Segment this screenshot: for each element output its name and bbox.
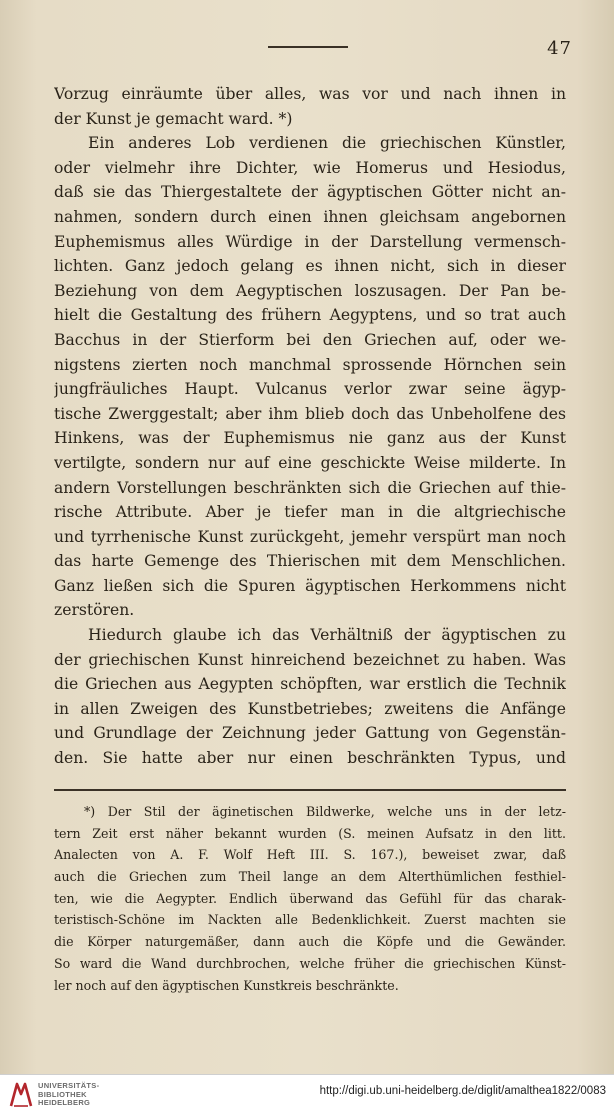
- library-name-line: HEIDELBERG: [38, 1098, 91, 1107]
- body-line: Euphemismus alles Würdige in der Darstellung vermensch-: [54, 232, 566, 251]
- page-number: 47: [547, 38, 572, 59]
- page-url-link[interactable]: http://digi.ub.uni-heidelberg.de/diglit/amalthea1822/0083: [319, 1085, 606, 1097]
- body-line: in allen Zweigen des Kunstbetriebes; zweitens die Anfänge: [54, 699, 566, 718]
- footnote-line: tern Zeit erst näher bekannt wurden (S. meinen Aufsatz in den litt.: [54, 825, 566, 841]
- body-line: oder vielmehr ihre Dichter, wie Homerus und Hesiodus,: [54, 158, 566, 177]
- header-rule: [268, 46, 348, 48]
- body-line: Ganz ließen sich die Spuren ägyptischen Herkommens nicht: [54, 576, 566, 595]
- body-line: Beziehung von dem Aegyptischen loszusagen. Der Pan be-: [54, 281, 566, 300]
- footnote-line: ler noch auf den ägyptischen Kunstkreis beschränkte.: [54, 977, 399, 993]
- body-line: Ein anderes Lob verdienen die griechischen Künstler,: [88, 134, 566, 153]
- footnote-line: die Körper naturgemäßer, dann auch die Köpfe und die Gewänder.: [54, 934, 566, 950]
- body-line: Hinkens, was der Euphemismus nie ganz aus der Kunst: [54, 429, 566, 448]
- body-line: der griechischen Kunst hinreichend bezeichnet zu haben. Was: [54, 650, 566, 669]
- body-line: lichten. Ganz jedoch gelang es ihnen nicht, sich in dieser: [54, 257, 566, 276]
- footnote-line: teristisch-Schöne im Nackten alle Bedenklichkeit. Zuerst machten sie: [54, 912, 566, 928]
- library-name-line: BIBLIOTHEK: [38, 1089, 87, 1099]
- body-line: andern Vorstellungen beschränkten sich die Griechen auf thie-: [54, 478, 566, 497]
- body-line: die Griechen aus Aegypten schöpften, war erstlich die Technik: [54, 675, 566, 694]
- body-line: das harte Gemenge des Thierischen mit dem Menschlichen.: [54, 552, 566, 571]
- body-line: tische Zwerggestalt; aber ihm blieb doch das Unbeholfene des: [54, 404, 566, 423]
- body-line: nigstens zierten noch manchmal sprossende Hörnchen sein: [54, 355, 566, 374]
- library-name: [38, 1082, 99, 1108]
- footnote-line: Analecten von A. F. Wolf Heft III. S. 167.), beweiset zwar, daß: [54, 847, 566, 863]
- body-line: hielt die Gestaltung des frühern Aegyptens, und so trat auch: [54, 306, 566, 325]
- body-line: und tyrrhenische Kunst zurückgeht, jemehr verspürt man noch: [54, 527, 566, 546]
- body-line: vertilgte, sondern nur auf eine geschickte Weise milderte. In: [54, 453, 566, 472]
- footnotes: [54, 801, 566, 996]
- body-text: [54, 82, 566, 771]
- body-line: den. Sie hatte aber nur einen beschränkten Typus, und: [54, 749, 566, 768]
- body-line: der Kunst je gemacht ward. *): [54, 109, 293, 128]
- viewer-footer: [0, 1074, 614, 1113]
- body-line: Vorzug einräumte über alles, was vor und nach ihnen in: [54, 85, 566, 103]
- body-line: nahmen, sondern durch einen ihnen gleichsam angebornen: [54, 207, 566, 226]
- footnote-line: *) Der Stil der äginetischen Bildwerke, welche uns in der letz-: [84, 804, 566, 819]
- body-line: jungfräuliches Haupt. Vulcanus verlor zwar seine ägyp-: [54, 380, 566, 399]
- footnote-line: auch die Griechen zum Theil lange an dem Alterthümlichen festhiel-: [54, 869, 566, 885]
- body-line: daß sie das Thiergestaltete der ägyptischen Götter nicht an-: [54, 183, 566, 202]
- body-line: zerstören.: [54, 601, 135, 620]
- body-line: und Grundlage der Zeichnung jeder Gattung von Gegenstän-: [54, 724, 566, 743]
- body-line: Hiedurch glaube ich das Verhältniß der ägyptischen zu: [88, 626, 566, 645]
- body-line: rische Attribute. Aber je tiefer man in die altgriechische: [54, 503, 566, 522]
- footnote-line: ten, wie die Aegypter. Endlich überwand das Gefühl für das charak-: [54, 890, 566, 906]
- footnote-line: So ward die Wand durchbrochen, welche früher die griechischen Künst-: [54, 955, 566, 971]
- footnote-rule: [54, 789, 566, 791]
- library-logo-icon: [8, 1080, 34, 1108]
- library-name-line: UNIVERSITÄTS-: [38, 1081, 100, 1090]
- body-line: Bacchus in der Stierform bei den Griechen auf, oder we-: [54, 330, 566, 349]
